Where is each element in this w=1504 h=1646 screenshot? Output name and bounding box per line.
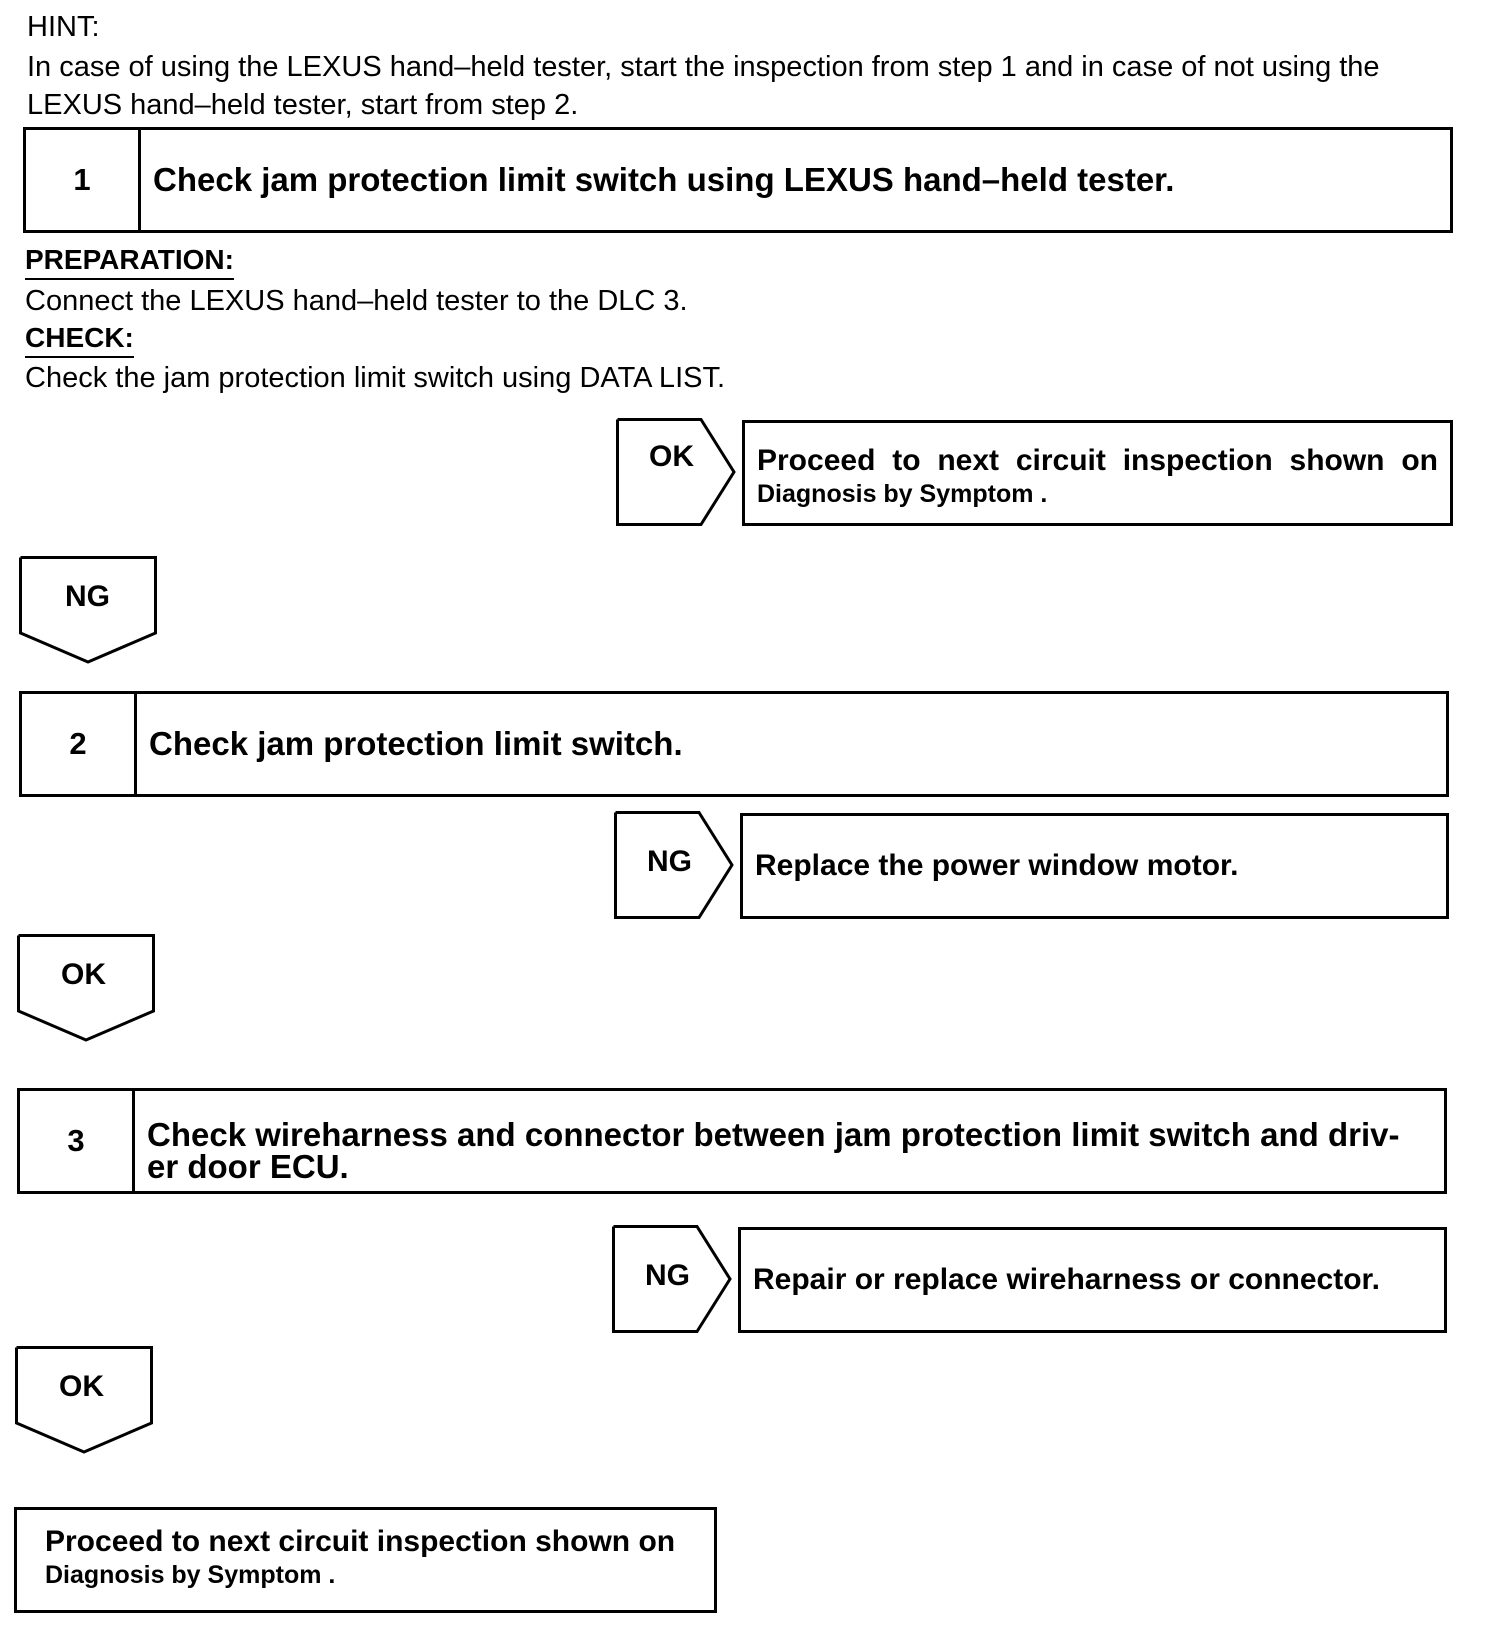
word: circuit xyxy=(1015,444,1106,477)
word: Proceed xyxy=(757,444,876,477)
final-result-line1: Proceed to next circuit inspection shown on xyxy=(45,1525,676,1558)
result-line1 xyxy=(757,443,1450,479)
step-title xyxy=(135,1091,1444,1191)
branch-label: OK xyxy=(649,440,694,473)
result-box-replace-motor: Replace the power window motor. xyxy=(740,813,1449,919)
preparation-text: Connect the LEXUS hand–held tester to the DLC 3. xyxy=(25,285,688,317)
branch-label: NG xyxy=(65,580,110,613)
hint-text-line1: In case of using the LEXUS hand–held tester, start the inspection from step 1 and in case of not using the xyxy=(27,51,1380,83)
step-number: 2 xyxy=(22,694,137,794)
step-number: 1 xyxy=(26,130,141,230)
step-number: 3 xyxy=(20,1091,135,1191)
ng-branch-arrow xyxy=(614,811,734,919)
branch-label: NG xyxy=(647,845,692,878)
step-title-line2: er door ECU. xyxy=(147,1148,349,1185)
step-3-box xyxy=(17,1088,1447,1194)
ok-branch-arrow xyxy=(15,1346,153,1454)
ok-branch-arrow xyxy=(616,418,736,526)
word: inspection xyxy=(1122,444,1273,477)
hint-label: HINT: xyxy=(27,11,100,43)
step-title: Check jam protection limit switch using LEXUS hand–held tester. xyxy=(153,161,1175,198)
result-box-repair-harness: Repair or replace wireharness or connector. xyxy=(738,1227,1447,1333)
word: shown xyxy=(1289,444,1385,477)
branch-label: OK xyxy=(59,1370,104,1403)
check-text: Check the jam protection limit switch using DATA LIST. xyxy=(25,362,726,394)
word: on xyxy=(1401,444,1438,477)
ok-branch-arrow xyxy=(17,934,155,1042)
preparation-label: PREPARATION: xyxy=(25,244,234,275)
step-title-line1: Check wireharness and connector between jam protection limit switch and driv- xyxy=(147,1116,1400,1153)
step-title: Check jam protection limit switch. xyxy=(149,725,683,762)
final-result-line2: Diagnosis by Symptom . xyxy=(45,1561,336,1589)
branch-label: OK xyxy=(61,958,106,991)
hint-text-line2: LEXUS hand–held tester, start from step 2. xyxy=(27,89,579,121)
result-line2: Diagnosis by Symptom . xyxy=(757,480,1048,508)
final-result-box xyxy=(14,1507,717,1613)
word: next xyxy=(937,444,1000,477)
result-box-proceed xyxy=(742,420,1453,526)
branch-label: NG xyxy=(645,1259,690,1292)
check-label: CHECK: xyxy=(25,322,134,353)
step-1-box xyxy=(23,127,1453,233)
word: to xyxy=(892,444,921,477)
ng-branch-arrow xyxy=(19,556,157,664)
ng-branch-arrow xyxy=(612,1225,732,1333)
step-2-box xyxy=(19,691,1449,797)
